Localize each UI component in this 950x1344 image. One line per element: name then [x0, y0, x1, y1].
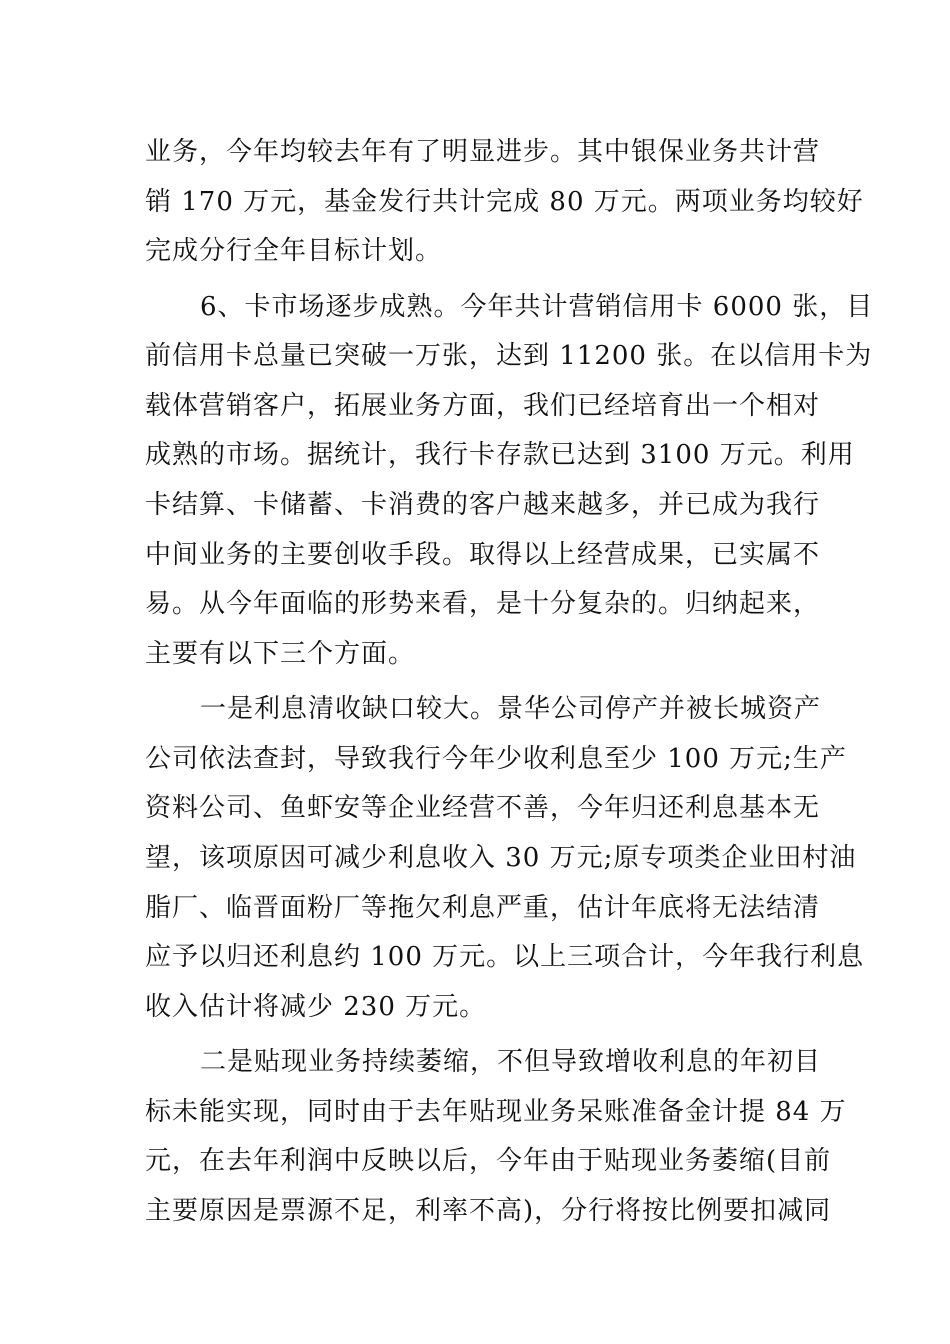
text-line: 卡结算、卡储蓄、卡消费的客户越来越多，并已成为我行 — [145, 490, 821, 520]
text-line: 应予以归还利息约 100 万元。以上三项合计，今年我行利息 — [145, 942, 865, 972]
text-line: 收入估计将减少 230 万元。 — [145, 992, 487, 1022]
text-line: 脂厂、临晋面粉厂等拖欠利息严重，估计年底将无法结清 — [145, 893, 821, 923]
text-line: 主要原因是票源不足，利率不高)，分行将按比例要扣减同 — [145, 1196, 832, 1226]
text-line: 标未能实现，同时由于去年贴现业务呆账准备金计提 84 万 — [145, 1097, 847, 1127]
text-line: 资料公司、鱼虾安等企业经营不善，今年归还利息基本无 — [145, 793, 821, 823]
text-line: 业务，今年均较去年有了明显进步。其中银保业务共计营 — [145, 137, 821, 167]
text-line: 一是利息清收缺口较大。景华公司停产并被长城资产 — [200, 694, 822, 724]
text-line: 元，在去年利润中反映以后，今年由于贴现业务萎缩(目前 — [145, 1146, 832, 1176]
text-line: 6、卡市场逐步成熟。今年共计营销信用卡 6000 张，目 — [200, 292, 874, 322]
text-line: 完成分行全年目标计划。 — [145, 236, 443, 266]
text-line: 主要有以下三个方面。 — [145, 639, 416, 669]
text-line: 中间业务的主要创收手段。取得以上经营成果，已实属不 — [145, 540, 821, 570]
text-line: 望，该项原因可减少利息收入 30 万元;原专项类企业田村油 — [145, 843, 857, 873]
text-line: 成熟的市场。据统计，我行卡存款已达到 3100 万元。利用 — [145, 440, 855, 470]
text-line: 二是贴现业务持续萎缩，不但导致增收利息的年初目 — [200, 1047, 822, 1077]
text-line: 前信用卡总量已突破一万张，达到 11200 张。在以信用卡为 — [145, 341, 873, 371]
text-line: 载体营销客户，拓展业务方面，我们已经培育出一个相对 — [145, 391, 821, 421]
text-line: 易。从今年面临的形势来看，是十分复杂的。归纳起来， — [145, 589, 821, 619]
text-line: 销 170 万元，基金发行共计完成 80 万元。两项业务均较好 — [145, 187, 864, 217]
text-line: 公司依法查封，导致我行今年少收利息至少 100 万元;生产 — [145, 744, 847, 774]
